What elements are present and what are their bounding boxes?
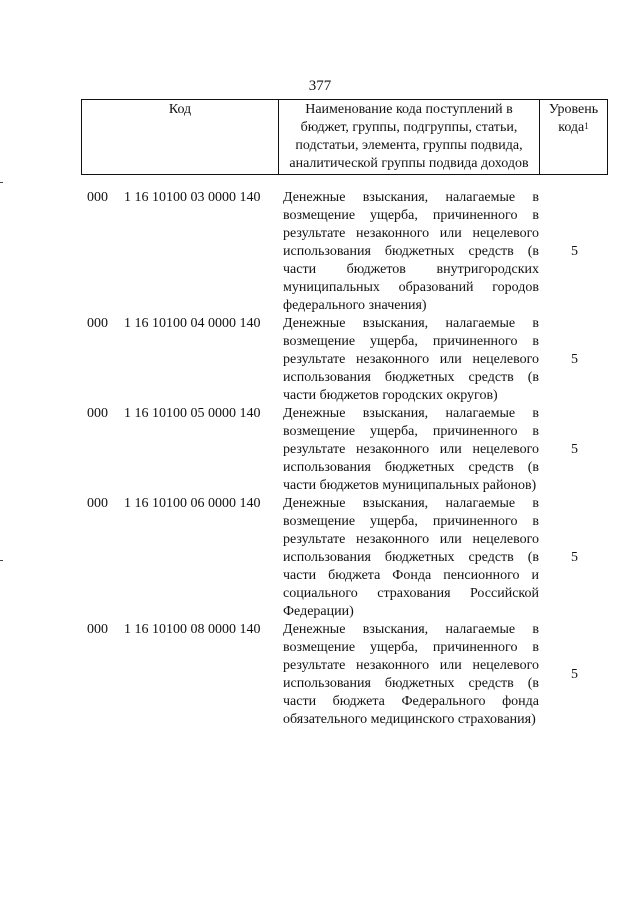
table-row: [0, 315, 640, 405]
scan-edge-mark: [0, 182, 3, 183]
header-level-text: Уровень кода: [548, 102, 599, 135]
class-code: 000: [87, 496, 108, 511]
table-row: [0, 405, 640, 495]
revenue-code: 1 16 10100 04 0000 140: [124, 316, 261, 331]
revenue-name: Денежные взыскания, налагаемые в возмещение ущерба, причиненного в результате незаконного или нецелевого использования бюджетных средств (в части бюджета Федерального фонда обязательного медицинского страхования): [283, 622, 539, 727]
code-level: 5: [571, 550, 578, 565]
table-row: [0, 621, 640, 729]
code-level: 5: [571, 352, 578, 367]
table-header: [81, 99, 608, 175]
revenue-code: 1 16 10100 03 0000 140: [124, 190, 261, 205]
class-code: 000: [87, 406, 108, 421]
header-name: Наименование кода поступлений в бюджет, группы, подгруппы, статьи, подстатьи, элемента, группы подвида, аналитической группы подвида доходов: [279, 100, 540, 175]
revenue-name: Денежные взыскания, налагаемые в возмещение ущерба, причиненного в результате незаконного или нецелевого использования бюджетных средств (в части бюджетов муниципальных районов): [283, 406, 539, 493]
header-code: Код: [82, 100, 279, 175]
class-code: 000: [87, 316, 108, 331]
revenue-code: 1 16 10100 05 0000 140: [124, 406, 261, 421]
class-code: 000: [87, 622, 108, 637]
code-level: 5: [571, 667, 578, 682]
code-level: 5: [571, 442, 578, 457]
table-row: [0, 495, 640, 621]
footnote-marker: 1: [584, 121, 589, 131]
revenue-name: Денежные взыскания, налагаемые в возмещение ущерба, причиненного в результате незаконного или нецелевого использования бюджетных средств (в части бюджетов внутригородских муниципальных образований городов федерального значения): [283, 190, 539, 313]
revenue-code: 1 16 10100 08 0000 140: [124, 622, 261, 637]
table-row: [0, 189, 640, 315]
class-code: 000: [87, 190, 108, 205]
revenue-name: Денежные взыскания, налагаемые в возмещение ущерба, причиненного в результате незаконного или нецелевого использования бюджетных средств (в части бюджетов городских округов): [283, 316, 539, 403]
table-body: [0, 189, 640, 729]
page-number: 377: [308, 78, 332, 94]
header-level: [540, 100, 608, 175]
revenue-name: Денежные взыскания, налагаемые в возмещение ущерба, причиненного в результате незаконного или нецелевого использования бюджетных средств (в части бюджета Фонда пенсионного и социального страхования Российской Федерации): [283, 496, 539, 619]
revenue-code: 1 16 10100 06 0000 140: [124, 496, 261, 511]
code-level: 5: [571, 244, 578, 259]
